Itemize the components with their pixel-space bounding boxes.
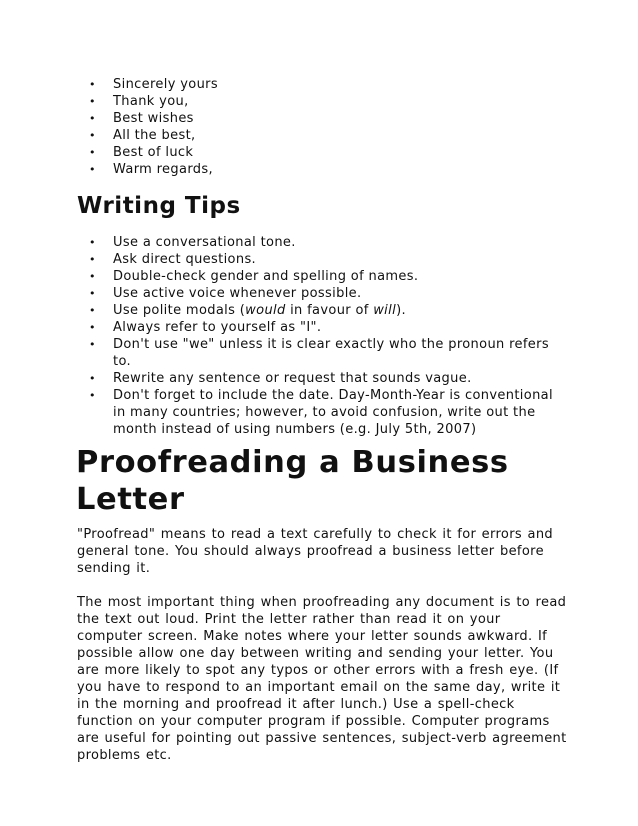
list-item-text: Sincerely yours (113, 77, 218, 92)
bullet-icon: • (89, 236, 96, 249)
list-item-text: Always refer to yourself as "I". (113, 320, 322, 335)
list-item-text: Best of luck (113, 145, 194, 160)
list-item (87, 127, 557, 144)
bullet-icon: • (89, 389, 96, 402)
bullet-icon: • (89, 253, 96, 266)
bullet-icon: • (89, 146, 96, 159)
bullet-icon: • (89, 95, 96, 108)
bullet-icon: • (89, 78, 96, 91)
closings-list (87, 76, 557, 178)
list-item (87, 161, 557, 178)
bullet-icon: • (89, 287, 96, 300)
bullet-icon: • (89, 321, 96, 334)
bullet-icon: • (89, 112, 96, 125)
proofreading-heading: Proofreading a Business Letter (76, 445, 509, 517)
text-segment: ). (396, 303, 406, 318)
list-item-text: Warm regards, (113, 162, 213, 177)
list-item (87, 285, 557, 302)
list-item-text: Don't forget to include the date. Day-Month-Year is conventional in many countries; however, to avoid confusion, write out the month instead of using numbers (e.g. July 5th, 2007) (113, 388, 553, 437)
list-item-text: Use a conversational tone. (113, 235, 296, 250)
writing-tips-heading: Writing Tips (77, 193, 241, 219)
proofreading-paragraph-2: The most important thing when proofreading any document is to read the text out loud. Print the letter rather than read it on your computer screen. Make notes where your letter sounds awkward. If possible allow one day between writing and sending your letter. You are more likely to spot any typos or other errors with a fresh eye. (If you have to respond to an important email on the same day, write it in the morning and proofread it after lunch.) Use a spell-check function on your computer program if possible. Computer programs are useful for pointing out passive sentences, subject-verb agreement problems etc. (77, 595, 567, 763)
list-item (87, 144, 557, 161)
bullet-icon: • (89, 129, 96, 142)
emphasis-text: will (373, 303, 397, 318)
list-item (87, 93, 557, 110)
list-item-text: Don't use "we" unless it is clear exactly who the pronoun refers to. (113, 337, 549, 369)
list-item-text: Best wishes (113, 111, 194, 126)
bullet-icon: • (89, 163, 96, 176)
list-item-text: All the best, (113, 128, 196, 143)
bullet-icon: • (89, 270, 96, 283)
list-item-text (113, 303, 406, 318)
emphasis-text: would (245, 303, 286, 318)
text-segment: Use polite modals ( (113, 303, 246, 318)
writing-tips-list (87, 234, 557, 438)
list-item (87, 268, 557, 285)
bullet-icon: • (89, 338, 96, 351)
list-item (87, 76, 557, 93)
list-item (87, 336, 557, 370)
list-item (87, 110, 557, 127)
proofreading-paragraph-1: "Proofread" means to read a text carefully to check it for errors and general tone. You should always proofread a business letter before sending it. (77, 527, 554, 576)
list-item-text: Ask direct questions. (113, 252, 257, 267)
text-segment: in favour of (285, 303, 374, 318)
list-item-text: Thank you, (113, 94, 189, 109)
list-item-text: Double-check gender and spelling of names. (113, 269, 419, 284)
list-item (87, 370, 557, 387)
bullet-icon: • (89, 304, 96, 317)
list-item-text: Rewrite any sentence or request that sounds vague. (113, 371, 472, 386)
list-item (87, 234, 557, 251)
list-item (87, 302, 557, 319)
list-item-text: Use active voice whenever possible. (113, 286, 362, 301)
list-item (87, 251, 557, 268)
bullet-icon: • (89, 372, 96, 385)
list-item (87, 319, 557, 336)
list-item (87, 387, 557, 438)
